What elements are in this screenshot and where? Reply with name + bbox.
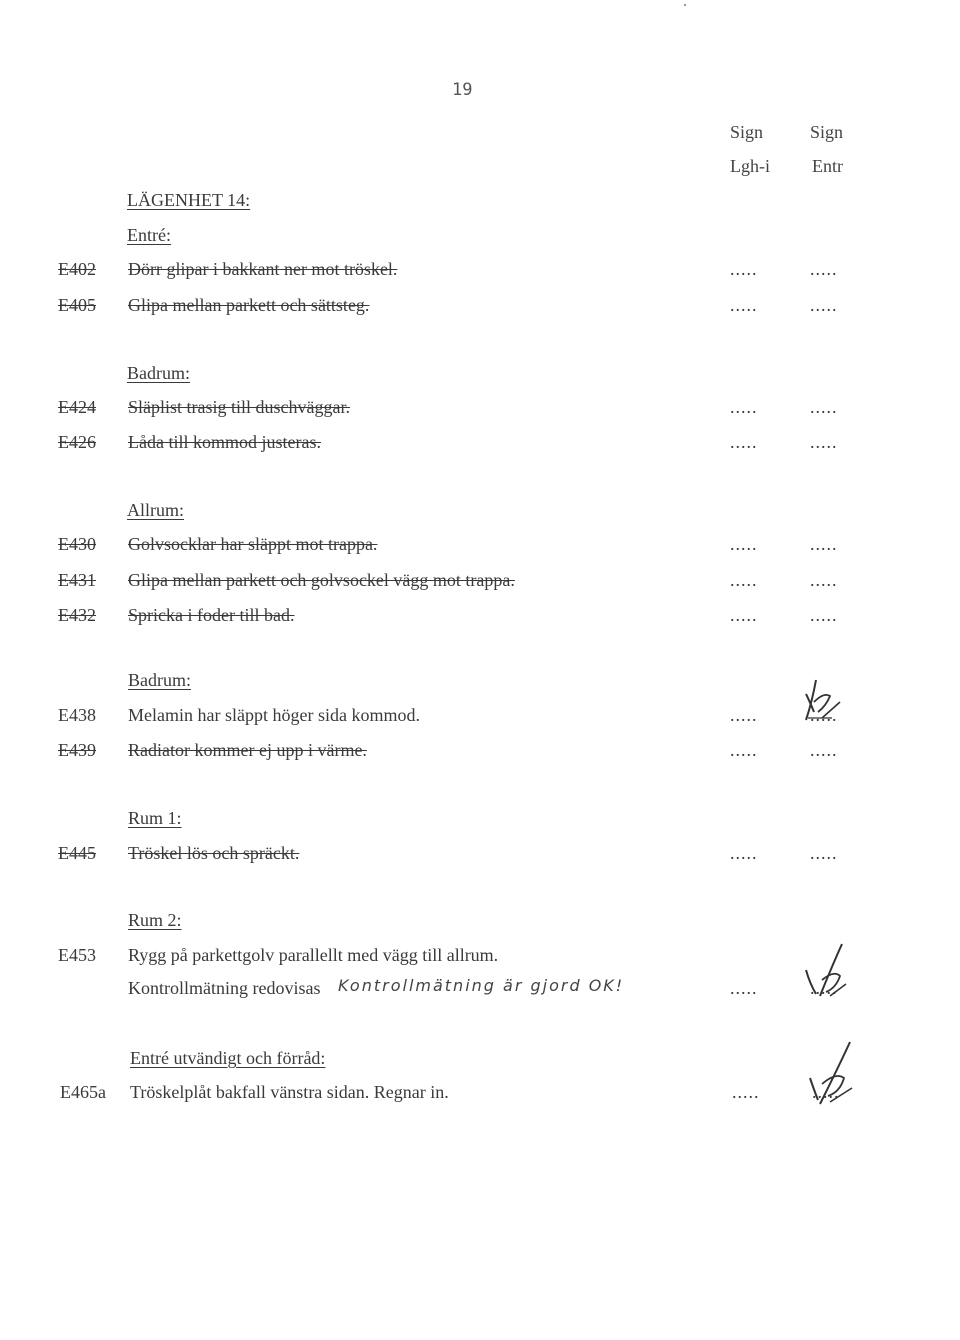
sign-entr-placeholder: ..... [810,534,838,554]
defect-code: E402 [58,259,96,279]
defect-row [58,705,858,729]
column-header-lgh-i: Lgh-i [730,156,770,176]
defect-code: E431 [58,570,96,590]
scan-speck [684,4,686,6]
sign-lgh-placeholder: ..... [730,295,758,315]
defect-text: Spricka i foder till bad. [128,605,295,625]
apartment-title: LÄGENHET 14: [127,190,251,210]
page-number: 19 [452,80,473,100]
defect-row [58,397,858,421]
defect-row [58,259,858,283]
defect-text: Släplist trasig till duschväggar. [128,397,350,417]
defect-code: E426 [58,432,96,452]
sign-lgh-placeholder: ..... [730,570,758,590]
defect-text: Tröskel lös och spräckt. [128,843,300,863]
defect-row [58,432,858,456]
section-heading-entre-utvandigt: Entré utvändigt och förråd: [130,1048,326,1068]
sign-entr-placeholder: ..... [810,432,838,452]
sign-entr-placeholder: ..... [810,397,838,417]
section-heading-allrum: Allrum: [127,500,184,520]
sign-lgh-placeholder: ..... [730,534,758,554]
defect-row [58,534,858,558]
defect-code: E453 [58,945,96,965]
defect-row [58,945,858,969]
defect-code: E438 [58,705,96,725]
section-heading-badrum: Badrum: [127,363,190,383]
sign-lgh-placeholder: ..... [730,740,758,760]
sign-entr-placeholder: ..... [810,740,838,760]
sign-lgh-placeholder: ..... [730,978,758,998]
handwritten-signature [796,940,856,1002]
sign-entr-placeholder: ..... [810,605,838,625]
section-heading-rum-2: Rum 2: [128,910,182,930]
defect-code: E430 [58,534,96,554]
defect-row [58,295,858,319]
defect-row [58,605,858,629]
column-header-sign-entr: Sign [810,122,844,142]
defect-text: Glipa mellan parkett och golvsockel vägg mot trappa. [128,570,515,590]
defect-code: E445 [58,843,96,863]
sign-lgh-placeholder: ..... [730,605,758,625]
sign-entr-placeholder: ..... [810,295,838,315]
defect-text: Golvsocklar har släppt mot trappa. [128,534,378,554]
defect-code: E439 [58,740,96,760]
sign-entr-placeholder: ..... [810,570,838,590]
defect-code: E405 [58,295,96,315]
sign-entr-placeholder: ..... [812,1082,840,1102]
defect-text: Dörr glipar i bakkant ner mot tröskel. [128,259,398,279]
defect-row [58,740,858,764]
sign-entr-placeholder: ..... [810,259,838,279]
sign-lgh-placeholder: ..... [730,259,758,279]
sign-lgh-placeholder: ..... [730,705,758,725]
defect-text: Rygg på parkettgolv parallellt med vägg till allrum. [128,945,499,965]
defect-row [58,570,858,594]
defect-text: Låda till kommod justeras. [128,432,321,452]
handwritten-signature [792,672,850,724]
sign-entr-placeholder: ..... [810,843,838,863]
column-header-entr: Entr [812,156,843,176]
defect-code: E424 [58,397,96,417]
sign-lgh-placeholder: ..... [730,397,758,417]
defect-text: Tröskelplåt bakfall vänstra sidan. Regnar in. [130,1082,449,1102]
section-heading-rum-1: Rum 1: [128,808,182,828]
defect-text: Melamin har släppt höger sida kommod. [128,705,420,725]
defect-row [58,843,858,867]
handwritten-note: Kontrollmätning är gjord OK! [338,976,625,995]
sign-entr-placeholder: ..... [810,978,838,998]
sign-lgh-placeholder: ..... [730,843,758,863]
handwritten-signature [800,1038,860,1108]
sign-lgh-placeholder: ..... [730,432,758,452]
sign-lgh-placeholder: ..... [732,1082,760,1102]
defect-text: Kontrollmätning redovisas [128,978,321,998]
sign-entr-placeholder: ..... [810,705,838,725]
defect-row [60,1082,860,1106]
section-heading-badrum: Badrum: [128,670,191,690]
defect-code: E432 [58,605,96,625]
section-heading-entre: Entré: [127,225,171,245]
defect-code: E465a [60,1082,106,1102]
column-header-sign-lgh: Sign [730,122,764,142]
defect-text: Radiator kommer ej upp i värme. [128,740,367,760]
defect-row [58,978,858,1002]
defect-text: Glipa mellan parkett och sättsteg. [128,295,370,315]
